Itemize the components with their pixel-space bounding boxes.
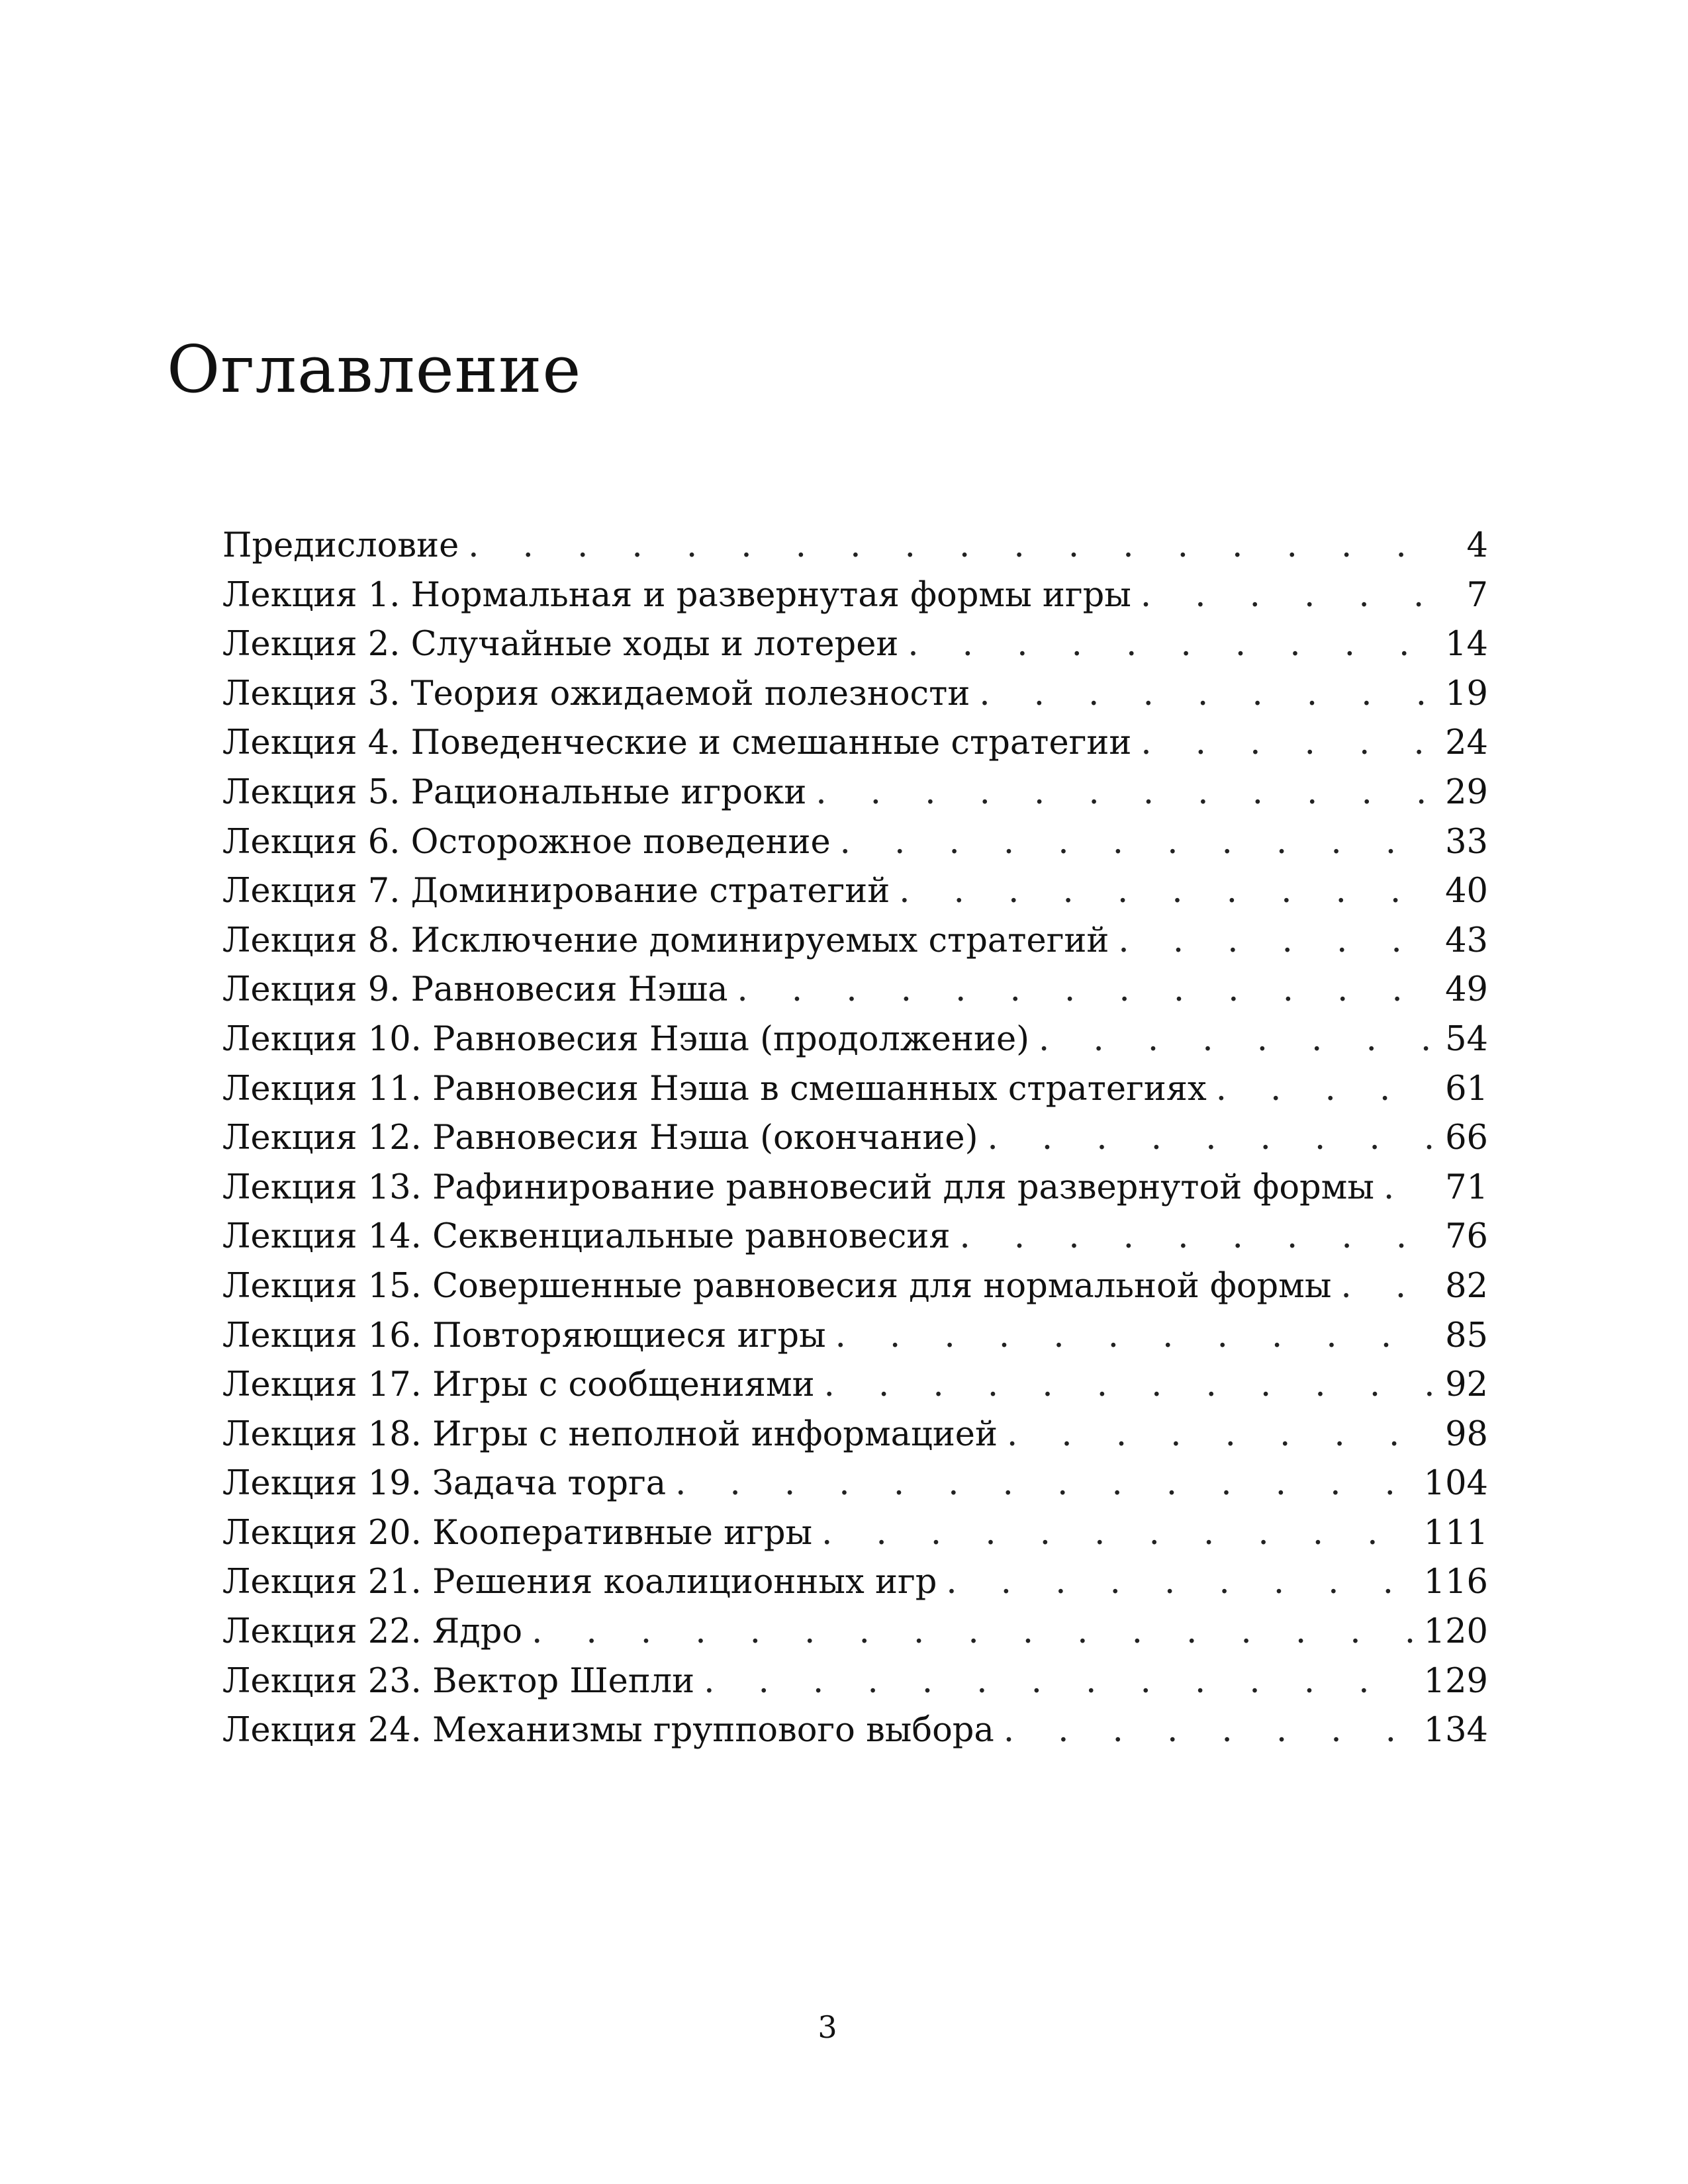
toc-entry-page-number: 33 bbox=[1445, 822, 1488, 862]
toc-entry-page-number: 4 bbox=[1466, 526, 1488, 565]
toc-entry-title: Лекция 12. Равновесия Нэша (окончание) bbox=[222, 1118, 978, 1158]
toc-entry-page-number: 129 bbox=[1423, 1661, 1488, 1701]
toc-entry[interactable] bbox=[222, 1608, 1488, 1657]
toc-dot-leader bbox=[1383, 1163, 1436, 1213]
toc-dot-leader bbox=[468, 522, 1439, 571]
toc-entry-page-number: 54 bbox=[1445, 1019, 1488, 1059]
toc-dot-leader bbox=[1118, 917, 1436, 966]
toc-entry[interactable] bbox=[222, 1312, 1488, 1361]
toc-entry-page-number: 76 bbox=[1445, 1217, 1488, 1257]
toc-dot-leader bbox=[979, 670, 1436, 719]
toc-entry-title: Лекция 15. Совершенные равновесия для нормальной формы bbox=[222, 1266, 1332, 1306]
toc-dot-leader bbox=[960, 1212, 1436, 1262]
toc-entry-title: Лекция 6. Осторожное поведение bbox=[222, 822, 831, 862]
toc-entry[interactable] bbox=[222, 867, 1488, 917]
page-title: Оглавление bbox=[167, 332, 582, 408]
toc-dot-leader bbox=[946, 1558, 1414, 1608]
toc-entry[interactable] bbox=[222, 1015, 1488, 1065]
toc-entry-title: Лекция 11. Равновесия Нэша в смешанных стратегиях bbox=[222, 1069, 1207, 1109]
toc-dot-leader bbox=[988, 1114, 1436, 1163]
toc-entry[interactable] bbox=[222, 1361, 1488, 1410]
toc-entry-page-number: 82 bbox=[1445, 1266, 1488, 1306]
toc-entry-title: Лекция 21. Решения коалиционных игр bbox=[222, 1563, 937, 1602]
toc-entry[interactable] bbox=[222, 1163, 1488, 1213]
toc-dot-leader bbox=[899, 867, 1436, 917]
toc-entry-title: Лекция 9. Равновесия Нэша bbox=[222, 970, 728, 1010]
toc-entry-page-number: 14 bbox=[1445, 625, 1488, 664]
toc-entry[interactable] bbox=[222, 1262, 1488, 1312]
toc-entry[interactable] bbox=[222, 1509, 1488, 1559]
toc-entry[interactable] bbox=[222, 620, 1488, 670]
toc-dot-leader bbox=[1141, 571, 1439, 621]
toc-dot-leader bbox=[816, 768, 1436, 818]
toc-entry-page-number: 61 bbox=[1445, 1069, 1488, 1109]
toc-dot-leader bbox=[704, 1657, 1414, 1707]
toc-dot-leader bbox=[1141, 719, 1436, 768]
toc-entry[interactable] bbox=[222, 670, 1488, 719]
toc-dot-leader bbox=[1039, 1015, 1436, 1065]
toc-entry-page-number: 98 bbox=[1445, 1414, 1488, 1454]
toc-dot-leader bbox=[1004, 1706, 1415, 1756]
toc-entry-title: Лекция 20. Кооперативные игры bbox=[222, 1513, 813, 1553]
toc-entry-page-number: 7 bbox=[1466, 575, 1488, 615]
page-number: 3 bbox=[818, 2009, 837, 2045]
toc-entry[interactable] bbox=[222, 1410, 1488, 1460]
toc-dot-leader bbox=[908, 620, 1436, 670]
toc-dot-leader bbox=[737, 966, 1436, 1015]
toc-entry[interactable] bbox=[222, 1212, 1488, 1262]
toc-entry-page-number: 43 bbox=[1445, 921, 1488, 960]
toc-entry[interactable] bbox=[222, 522, 1488, 571]
toc-entry-page-number: 120 bbox=[1423, 1612, 1488, 1652]
toc-entry[interactable] bbox=[222, 1114, 1488, 1163]
toc-entry[interactable] bbox=[222, 719, 1488, 768]
toc-entry-page-number: 24 bbox=[1445, 723, 1488, 763]
toc-entry-page-number: 85 bbox=[1445, 1316, 1488, 1355]
table-of-contents bbox=[222, 522, 1488, 1756]
toc-entry-title: Лекция 19. Задача торга bbox=[222, 1464, 667, 1504]
toc-entry-title: Лекция 3. Теория ожидаемой полезности bbox=[222, 674, 970, 713]
toc-entry-page-number: 29 bbox=[1445, 772, 1488, 812]
toc-entry-page-number: 134 bbox=[1423, 1711, 1488, 1751]
toc-dot-leader bbox=[532, 1608, 1415, 1657]
toc-entry[interactable] bbox=[222, 1558, 1488, 1608]
toc-entry-page-number: 71 bbox=[1445, 1167, 1488, 1207]
toc-entry-page-number: 49 bbox=[1445, 970, 1488, 1010]
toc-entry-title: Лекция 22. Ядро bbox=[222, 1612, 523, 1652]
toc-dot-leader bbox=[1340, 1262, 1436, 1312]
toc-entry[interactable] bbox=[222, 818, 1488, 868]
toc-entry-title: Лекция 8. Исключение доминируемых стратегий bbox=[222, 921, 1109, 960]
toc-entry-page-number: 116 bbox=[1423, 1563, 1488, 1602]
toc-entry-title: Лекция 2. Случайные ходы и лотереи bbox=[222, 625, 899, 664]
toc-entry-title: Лекция 18. Игры с неполной информацией bbox=[222, 1414, 998, 1454]
toc-entry[interactable] bbox=[222, 917, 1488, 966]
toc-dot-leader bbox=[824, 1361, 1436, 1410]
toc-entry-page-number: 40 bbox=[1445, 872, 1488, 911]
toc-entry[interactable] bbox=[222, 1065, 1488, 1115]
toc-entry[interactable] bbox=[222, 571, 1488, 621]
toc-entry[interactable] bbox=[222, 1706, 1488, 1756]
toc-dot-leader bbox=[840, 818, 1436, 868]
toc-entry[interactable] bbox=[222, 966, 1488, 1015]
toc-entry-title: Лекция 14. Секвенциальные равновесия bbox=[222, 1217, 951, 1257]
toc-entry-page-number: 66 bbox=[1445, 1118, 1488, 1158]
toc-entry-title: Лекция 24. Механизмы группового выбора bbox=[222, 1711, 994, 1751]
toc-entry-title: Лекция 4. Поведенческие и смешанные стратегии bbox=[222, 723, 1132, 763]
toc-dot-leader bbox=[675, 1459, 1415, 1509]
toc-entry-title: Лекция 1. Нормальная и развернутая формы игры bbox=[222, 575, 1131, 615]
toc-dot-leader bbox=[821, 1509, 1415, 1559]
toc-entry-title: Лекция 7. Доминирование стратегий bbox=[222, 872, 890, 911]
toc-entry-page-number: 104 bbox=[1423, 1464, 1488, 1504]
toc-entry[interactable] bbox=[222, 1657, 1488, 1707]
toc-entry-title: Лекция 10. Равновесия Нэша (продолжение) bbox=[222, 1019, 1030, 1059]
toc-entry-page-number: 92 bbox=[1445, 1365, 1488, 1405]
toc-entry-title: Лекция 13. Рафинирование равновесий для развернутой формы bbox=[222, 1167, 1374, 1207]
toc-entry-title: Лекция 17. Игры с сообщениями bbox=[222, 1365, 815, 1405]
toc-dot-leader bbox=[1216, 1065, 1436, 1115]
toc-entry[interactable] bbox=[222, 1459, 1488, 1509]
toc-entry-title: Лекция 16. Повторяющиеся игры bbox=[222, 1316, 826, 1355]
toc-entry[interactable] bbox=[222, 768, 1488, 818]
toc-entry-page-number: 111 bbox=[1423, 1513, 1488, 1553]
toc-dot-leader bbox=[835, 1312, 1436, 1361]
toc-entry-title: Лекция 23. Вектор Шепли bbox=[222, 1661, 695, 1701]
toc-entry-page-number: 19 bbox=[1445, 674, 1488, 713]
toc-entry-title: Лекция 5. Рациональные игроки bbox=[222, 772, 807, 812]
toc-entry-title: Предисловие bbox=[222, 526, 459, 565]
toc-dot-leader bbox=[1007, 1410, 1436, 1460]
